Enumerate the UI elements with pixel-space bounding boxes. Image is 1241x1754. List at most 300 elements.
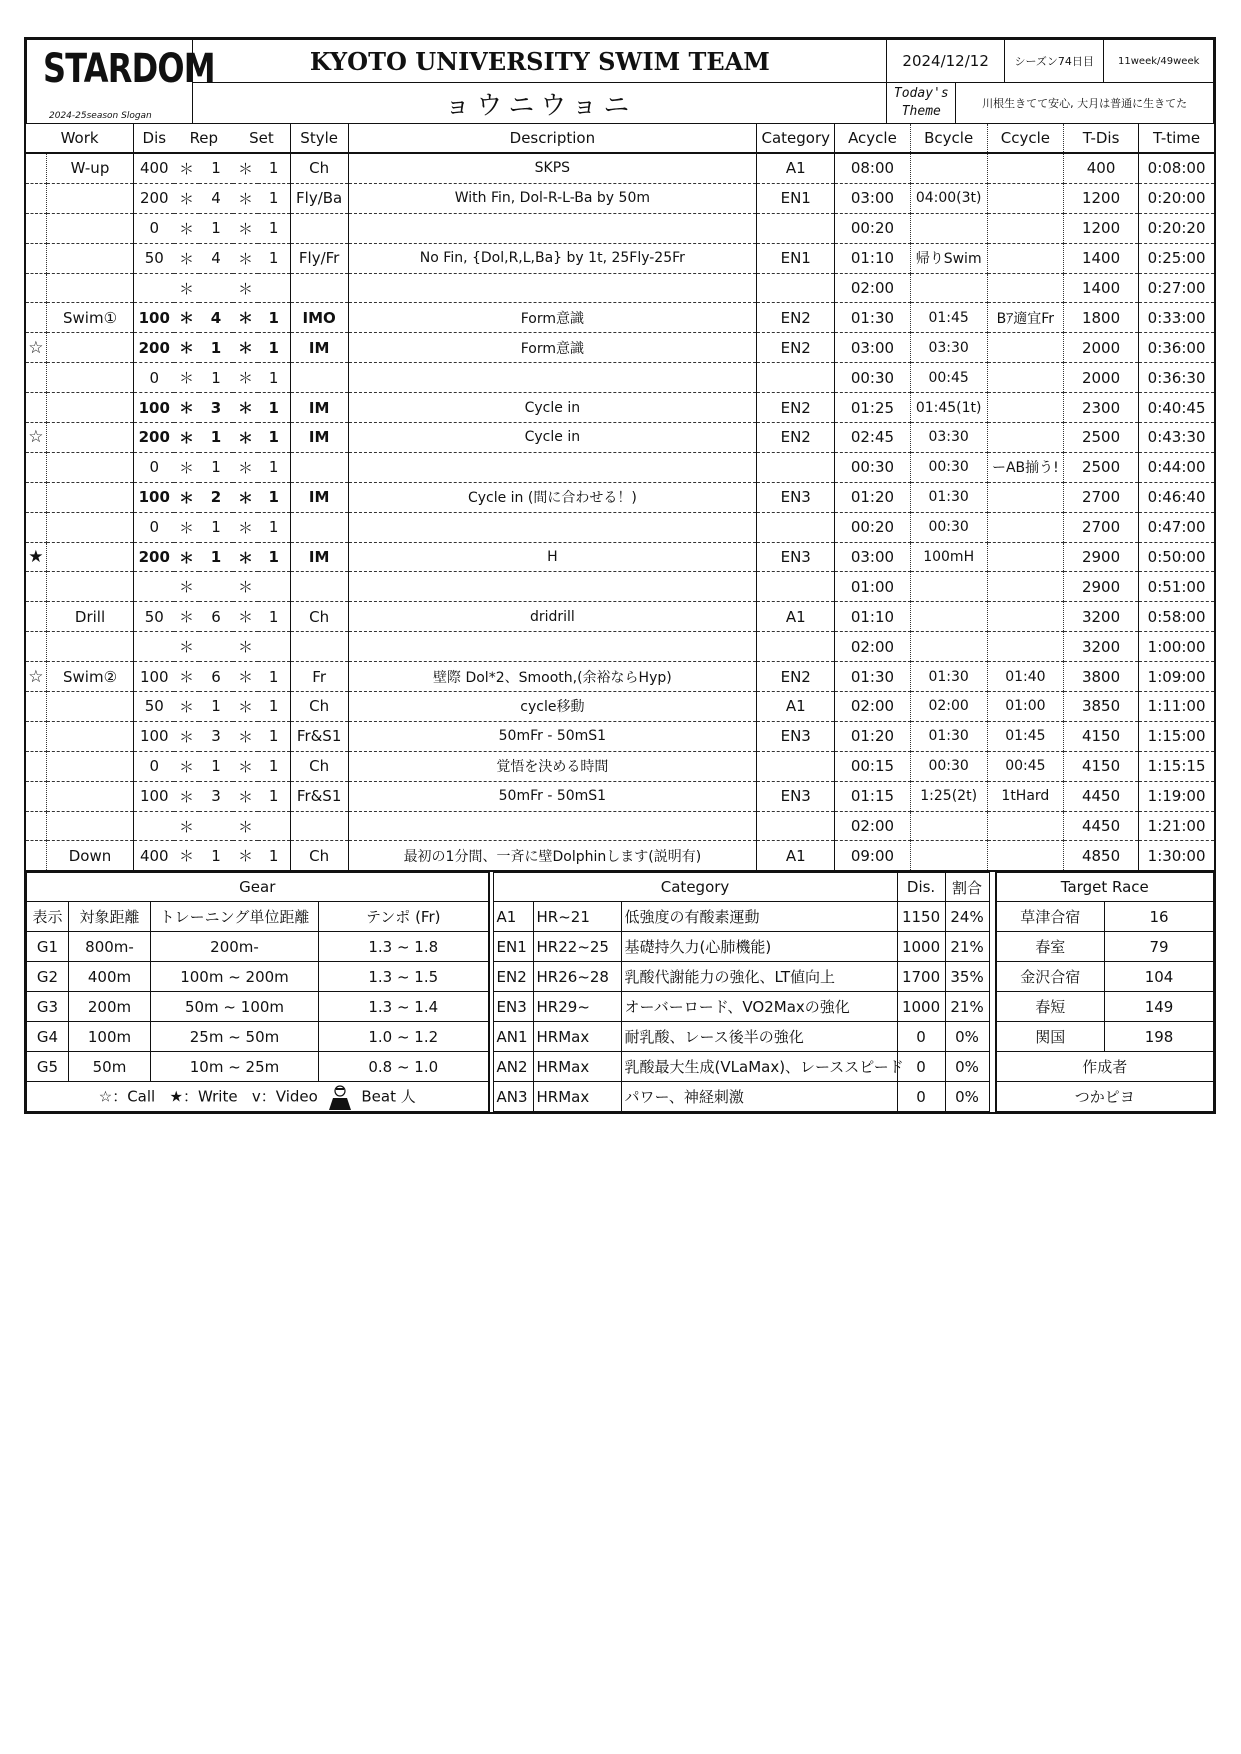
category-title: Category	[493, 873, 897, 902]
category-cell: EN3	[757, 482, 835, 512]
menu-table	[26, 124, 1214, 872]
ccycle-cell	[987, 811, 1063, 841]
style-cell: Fr&S1	[290, 781, 348, 811]
category-cell	[757, 572, 835, 602]
target-race-table	[995, 872, 1214, 1112]
column-header: Dis	[134, 124, 175, 153]
category-distance: 1700	[897, 962, 945, 992]
menu-row	[26, 183, 1214, 213]
description-cell: 50mFr - 50mS1	[348, 781, 757, 811]
acycle-cell: 02:00	[835, 273, 910, 303]
total-time-cell: 1:00:00	[1139, 632, 1214, 662]
category-row	[493, 1082, 989, 1112]
set-separator: ＊	[233, 841, 257, 871]
set-separator: ＊	[233, 811, 257, 841]
style-cell	[290, 632, 348, 662]
acycle-cell: 00:20	[835, 213, 910, 243]
total-time-cell: 0:44:00	[1139, 452, 1214, 482]
menu-row	[26, 572, 1214, 602]
total-distance-cell: 2300	[1063, 393, 1138, 423]
rep-separator: ＊	[174, 632, 198, 662]
author-name: つかピヨ	[996, 1082, 1214, 1112]
rep-cell: 1	[199, 153, 234, 183]
description-cell	[348, 363, 757, 393]
rep-cell: 1	[199, 363, 234, 393]
category-cell: EN3	[757, 542, 835, 572]
column-header: Work	[26, 124, 134, 153]
menu-row	[26, 632, 1214, 662]
category-distance: 0	[897, 1052, 945, 1082]
work-cell	[46, 482, 133, 512]
set-separator: ＊	[233, 423, 257, 453]
category-row	[493, 992, 989, 1022]
category-distance: 1000	[897, 992, 945, 1022]
total-time-cell: 0:50:00	[1139, 542, 1214, 572]
ccycle-cell	[987, 363, 1063, 393]
acycle-cell: 00:20	[835, 512, 910, 542]
category-cell: A1	[757, 692, 835, 722]
description-cell: Cycle in	[348, 393, 757, 423]
style-cell: IM	[290, 393, 348, 423]
dis-cell: 400	[134, 153, 175, 183]
legend	[27, 1082, 489, 1112]
category-distance: 1150	[897, 902, 945, 932]
style-cell	[290, 512, 348, 542]
dis-cell: 100	[134, 303, 175, 333]
description-cell: Cycle in (間に合わせる！)	[348, 482, 757, 512]
gear-cell: 400m	[69, 962, 151, 992]
gear-cell: 100m ~ 200m	[151, 962, 319, 992]
gear-cell: G1	[27, 932, 69, 962]
set-separator: ＊	[233, 333, 257, 363]
set-cell	[258, 572, 291, 602]
set-separator: ＊	[233, 512, 257, 542]
dis-cell	[134, 632, 175, 662]
target-race-name: 春短	[996, 992, 1105, 1022]
target-race-row	[996, 992, 1214, 1022]
dis-cell: 100	[134, 393, 175, 423]
workout-sheet	[24, 37, 1216, 1114]
bcycle-cell	[910, 841, 987, 871]
menu-row	[26, 243, 1214, 273]
total-time-cell: 1:21:00	[1139, 811, 1214, 841]
rep-separator: ＊	[174, 363, 198, 393]
gear-row	[27, 962, 489, 992]
gear-row	[27, 992, 489, 1022]
set-cell: 1	[258, 393, 291, 423]
dis-cell: 100	[134, 662, 175, 692]
mark-cell	[26, 452, 46, 482]
category-distance: 1000	[897, 932, 945, 962]
ccycle-cell	[987, 482, 1063, 512]
dis-cell: 200	[134, 183, 175, 213]
logo-text: STARDOM	[43, 46, 215, 92]
mark-cell	[26, 303, 46, 333]
mark-cell	[26, 721, 46, 751]
ccycle-cell	[987, 183, 1063, 213]
style-cell: Ch	[290, 692, 348, 722]
set-cell: 1	[258, 512, 291, 542]
set-cell: 1	[258, 452, 291, 482]
rep-separator: ＊	[174, 482, 198, 512]
mark-cell: ★	[26, 542, 46, 572]
ccycle-cell: ーAB揃う!	[987, 452, 1063, 482]
work-cell	[46, 721, 133, 751]
mark-cell	[26, 153, 46, 183]
set-cell: 1	[258, 781, 291, 811]
rep-separator: ＊	[174, 751, 198, 781]
set-separator: ＊	[233, 542, 257, 572]
gear-row	[27, 932, 489, 962]
mark-cell	[26, 213, 46, 243]
mark-cell	[26, 183, 46, 213]
work-cell	[46, 423, 133, 453]
category-description: 乳酸代謝能力の強化、LT値向上	[621, 962, 897, 992]
rep-separator: ＊	[174, 423, 198, 453]
description-cell	[348, 572, 757, 602]
dis-cell: 200	[134, 542, 175, 572]
target-race-name: 関国	[996, 1022, 1105, 1052]
dis-cell: 50	[134, 602, 175, 632]
bcycle-cell: 01:45(1t)	[910, 393, 987, 423]
description-cell: Cycle in	[348, 423, 757, 453]
total-time-cell: 0:27:00	[1139, 273, 1214, 303]
gear-row	[27, 1022, 489, 1052]
rep-separator: ＊	[174, 721, 198, 751]
dis-cell	[134, 273, 175, 303]
category-percent: 0%	[945, 1052, 989, 1082]
style-cell: Ch	[290, 602, 348, 632]
bcycle-cell: 03:30	[910, 333, 987, 363]
column-header: T-Dis	[1063, 124, 1138, 153]
target-race-days: 198	[1105, 1022, 1214, 1052]
dis-cell: 200	[134, 423, 175, 453]
rep-separator: ＊	[174, 781, 198, 811]
rep-cell: 4	[199, 303, 234, 333]
description-cell	[348, 273, 757, 303]
ccycle-cell	[987, 423, 1063, 453]
rep-separator: ＊	[174, 153, 198, 183]
category-percent: 0%	[945, 1022, 989, 1052]
legend-write: ★：Write	[169, 1087, 238, 1106]
ccycle-cell	[987, 841, 1063, 871]
legend-call: ☆：Call	[98, 1087, 156, 1106]
set-separator: ＊	[233, 393, 257, 423]
menu-row	[26, 542, 1214, 572]
description-cell: No Fin, {Dol,R,L,Ba} by 1t, 25Fly-25Fr	[348, 243, 757, 273]
gear-row	[27, 1052, 489, 1082]
author-label: 作成者	[996, 1052, 1214, 1082]
category-cell: A1	[757, 841, 835, 871]
rep-separator: ＊	[174, 303, 198, 333]
category-cell	[757, 363, 835, 393]
ccycle-cell: 01:00	[987, 692, 1063, 722]
rep-cell: 1	[199, 213, 234, 243]
total-time-cell: 0:20:00	[1139, 183, 1214, 213]
category-cell: EN2	[757, 662, 835, 692]
set-cell: 1	[258, 602, 291, 632]
category-description: 耐乳酸、レース後半の強化	[621, 1022, 897, 1052]
ccycle-cell	[987, 273, 1063, 303]
bcycle-cell	[910, 572, 987, 602]
description-cell	[348, 632, 757, 662]
bcycle-cell: 1:25(2t)	[910, 781, 987, 811]
target-race-days: 16	[1105, 902, 1214, 932]
menu-row	[26, 393, 1214, 423]
mark-cell: ☆	[26, 423, 46, 453]
dis-cell	[134, 811, 175, 841]
total-distance-cell: 3850	[1063, 692, 1138, 722]
total-distance-cell: 2700	[1063, 512, 1138, 542]
rep-cell	[199, 572, 234, 602]
work-cell	[46, 213, 133, 243]
gear-cell: 0.8 ~ 1.0	[319, 1052, 489, 1082]
gear-cell: 100m	[69, 1022, 151, 1052]
set-separator: ＊	[233, 632, 257, 662]
dis-cell: 0	[134, 213, 175, 243]
category-code: EN3	[493, 992, 533, 1022]
total-distance-cell: 1400	[1063, 243, 1138, 273]
total-distance-cell: 2500	[1063, 452, 1138, 482]
ccycle-cell	[987, 602, 1063, 632]
set-cell: 1	[258, 183, 291, 213]
set-separator: ＊	[233, 273, 257, 303]
rep-cell: 3	[199, 721, 234, 751]
work-cell: Down	[46, 841, 133, 871]
total-distance-cell: 1200	[1063, 183, 1138, 213]
mark-cell	[26, 482, 46, 512]
category-cell	[757, 452, 835, 482]
bcycle-cell	[910, 213, 987, 243]
category-pct-header: 割合	[945, 873, 989, 902]
season-day: シーズン74日目	[1004, 40, 1103, 83]
category-hr: HR~21	[533, 902, 621, 932]
gear-header: 表示	[27, 902, 69, 932]
total-time-cell: 0:58:00	[1139, 602, 1214, 632]
acycle-cell: 00:30	[835, 363, 910, 393]
category-hr: HRMax	[533, 1082, 621, 1112]
category-description: オーバーロード、VO2Maxの強化	[621, 992, 897, 1022]
rep-cell: 1	[199, 512, 234, 542]
category-description: 乳酸最大生成(VLaMax)、レーススピード	[621, 1052, 897, 1082]
set-cell: 1	[258, 721, 291, 751]
style-cell	[290, 452, 348, 482]
category-hr: HRMax	[533, 1052, 621, 1082]
week-count: 11week/49week	[1104, 40, 1214, 83]
rep-cell: 2	[199, 482, 234, 512]
total-distance-cell: 3200	[1063, 602, 1138, 632]
acycle-cell: 01:15	[835, 781, 910, 811]
bcycle-cell: 00:30	[910, 452, 987, 482]
acycle-cell: 02:00	[835, 811, 910, 841]
bcycle-cell: 01:30	[910, 721, 987, 751]
total-time-cell: 1:11:00	[1139, 692, 1214, 722]
mark-cell	[26, 751, 46, 781]
rep-cell: 6	[199, 602, 234, 632]
target-race-name: 金沢合宿	[996, 962, 1105, 992]
category-row	[493, 1052, 989, 1082]
total-distance-cell: 4850	[1063, 841, 1138, 871]
ccycle-cell	[987, 213, 1063, 243]
total-time-cell: 0:47:00	[1139, 512, 1214, 542]
total-distance-cell: 4450	[1063, 781, 1138, 811]
bcycle-cell: 04:00(3t)	[910, 183, 987, 213]
gear-cell: 10m ~ 25m	[151, 1052, 319, 1082]
menu-row	[26, 452, 1214, 482]
rep-cell: 6	[199, 662, 234, 692]
rep-cell: 4	[199, 243, 234, 273]
rep-separator: ＊	[174, 662, 198, 692]
category-row	[493, 932, 989, 962]
gear-cell: 200m-	[151, 932, 319, 962]
gear-cell: 1.3 ~ 1.4	[319, 992, 489, 1022]
menu-row	[26, 721, 1214, 751]
set-cell: 1	[258, 243, 291, 273]
style-cell: IM	[290, 482, 348, 512]
total-time-cell: 0:25:00	[1139, 243, 1214, 273]
work-cell: Swim①	[46, 303, 133, 333]
rep-cell: 1	[199, 751, 234, 781]
work-cell	[46, 243, 133, 273]
acycle-cell: 00:30	[835, 452, 910, 482]
total-distance-cell: 3800	[1063, 662, 1138, 692]
style-cell: IMO	[290, 303, 348, 333]
column-header: Category	[757, 124, 835, 153]
bcycle-cell: 02:00	[910, 692, 987, 722]
rep-separator: ＊	[174, 333, 198, 363]
total-distance-cell: 3200	[1063, 632, 1138, 662]
set-separator: ＊	[233, 662, 257, 692]
description-cell: SKPS	[348, 153, 757, 183]
gear-cell: 1.0 ~ 1.2	[319, 1022, 489, 1052]
mark-cell	[26, 632, 46, 662]
description-cell: 50mFr - 50mS1	[348, 721, 757, 751]
total-time-cell: 1:19:00	[1139, 781, 1214, 811]
total-time-cell: 0:40:45	[1139, 393, 1214, 423]
ccycle-cell	[987, 542, 1063, 572]
dis-cell: 200	[134, 333, 175, 363]
menu-row	[26, 303, 1214, 333]
rep-separator: ＊	[174, 273, 198, 303]
category-cell: A1	[757, 153, 835, 183]
set-separator: ＊	[233, 751, 257, 781]
target-race-title: Target Race	[996, 873, 1214, 902]
rep-cell	[199, 632, 234, 662]
ccycle-cell: 01:45	[987, 721, 1063, 751]
bcycle-cell: 00:30	[910, 512, 987, 542]
bcycle-cell	[910, 811, 987, 841]
menu-row	[26, 423, 1214, 453]
gear-cell: 50m	[69, 1052, 151, 1082]
column-header: T-time	[1139, 124, 1214, 153]
target-race-name: 春室	[996, 932, 1105, 962]
rep-separator: ＊	[174, 602, 198, 632]
category-cell	[757, 273, 835, 303]
menu-row	[26, 213, 1214, 243]
rep-separator: ＊	[174, 811, 198, 841]
set-cell: 1	[258, 662, 291, 692]
style-cell: Ch	[290, 841, 348, 871]
acycle-cell: 03:00	[835, 183, 910, 213]
acycle-cell: 02:45	[835, 423, 910, 453]
theme-title: ョウニウョニ	[193, 83, 887, 124]
total-time-cell: 0:36:30	[1139, 363, 1214, 393]
column-header: Rep	[174, 124, 233, 153]
bcycle-cell: 03:30	[910, 423, 987, 453]
menu-row	[26, 662, 1214, 692]
total-distance-cell: 400	[1063, 153, 1138, 183]
dis-cell: 0	[134, 452, 175, 482]
rep-cell: 3	[199, 393, 234, 423]
gear-cell: 200m	[69, 992, 151, 1022]
ccycle-cell: 01:40	[987, 662, 1063, 692]
total-time-cell: 0:51:00	[1139, 572, 1214, 602]
acycle-cell: 00:15	[835, 751, 910, 781]
category-hr: HR22~25	[533, 932, 621, 962]
bcycle-cell	[910, 602, 987, 632]
target-race-name: 草津合宿	[996, 902, 1105, 932]
category-percent: 21%	[945, 992, 989, 1022]
set-separator: ＊	[233, 482, 257, 512]
total-time-cell: 1:09:00	[1139, 662, 1214, 692]
total-time-cell: 1:15:00	[1139, 721, 1214, 751]
gear-cell: 800m-	[69, 932, 151, 962]
rep-cell: 1	[199, 542, 234, 572]
menu-row	[26, 751, 1214, 781]
mark-cell	[26, 811, 46, 841]
legend-beat: Beat 人	[361, 1087, 416, 1106]
rep-separator: ＊	[174, 393, 198, 423]
total-distance-cell: 4150	[1063, 751, 1138, 781]
acycle-cell: 09:00	[835, 841, 910, 871]
rep-cell: 1	[199, 841, 234, 871]
ccycle-cell	[987, 243, 1063, 273]
style-cell	[290, 363, 348, 393]
column-header: Ccycle	[987, 124, 1063, 153]
gear-cell: G5	[27, 1052, 69, 1082]
work-cell	[46, 632, 133, 662]
gear-header: トレーニング単位距離	[151, 902, 319, 932]
category-cell	[757, 213, 835, 243]
acycle-cell: 01:25	[835, 393, 910, 423]
description-cell: 最初の1分間、一斉に壁Dolphinします(説明有)	[348, 841, 757, 871]
description-cell: Form意識	[348, 333, 757, 363]
description-cell: Form意識	[348, 303, 757, 333]
category-cell: EN2	[757, 333, 835, 363]
total-time-cell: 0:33:00	[1139, 303, 1214, 333]
sheet-header	[26, 39, 1214, 124]
menu-row	[26, 512, 1214, 542]
description-cell	[348, 452, 757, 482]
gear-cell: 1.3 ~ 1.8	[319, 932, 489, 962]
work-cell	[46, 452, 133, 482]
set-separator: ＊	[233, 363, 257, 393]
gear-header: テンポ (Fr)	[319, 902, 489, 932]
total-distance-cell: 2900	[1063, 542, 1138, 572]
style-cell	[290, 811, 348, 841]
set-cell	[258, 273, 291, 303]
bcycle-cell: 00:30	[910, 751, 987, 781]
category-description: パワー、神経刺激	[621, 1082, 897, 1112]
work-cell	[46, 273, 133, 303]
gear-cell: G2	[27, 962, 69, 992]
category-description: 基礎持久力(心肺機能)	[621, 932, 897, 962]
gear-cell: 1.3 ~ 1.5	[319, 962, 489, 992]
category-cell	[757, 512, 835, 542]
gear-header: 対象距離	[69, 902, 151, 932]
menu-row	[26, 482, 1214, 512]
rep-cell	[199, 273, 234, 303]
